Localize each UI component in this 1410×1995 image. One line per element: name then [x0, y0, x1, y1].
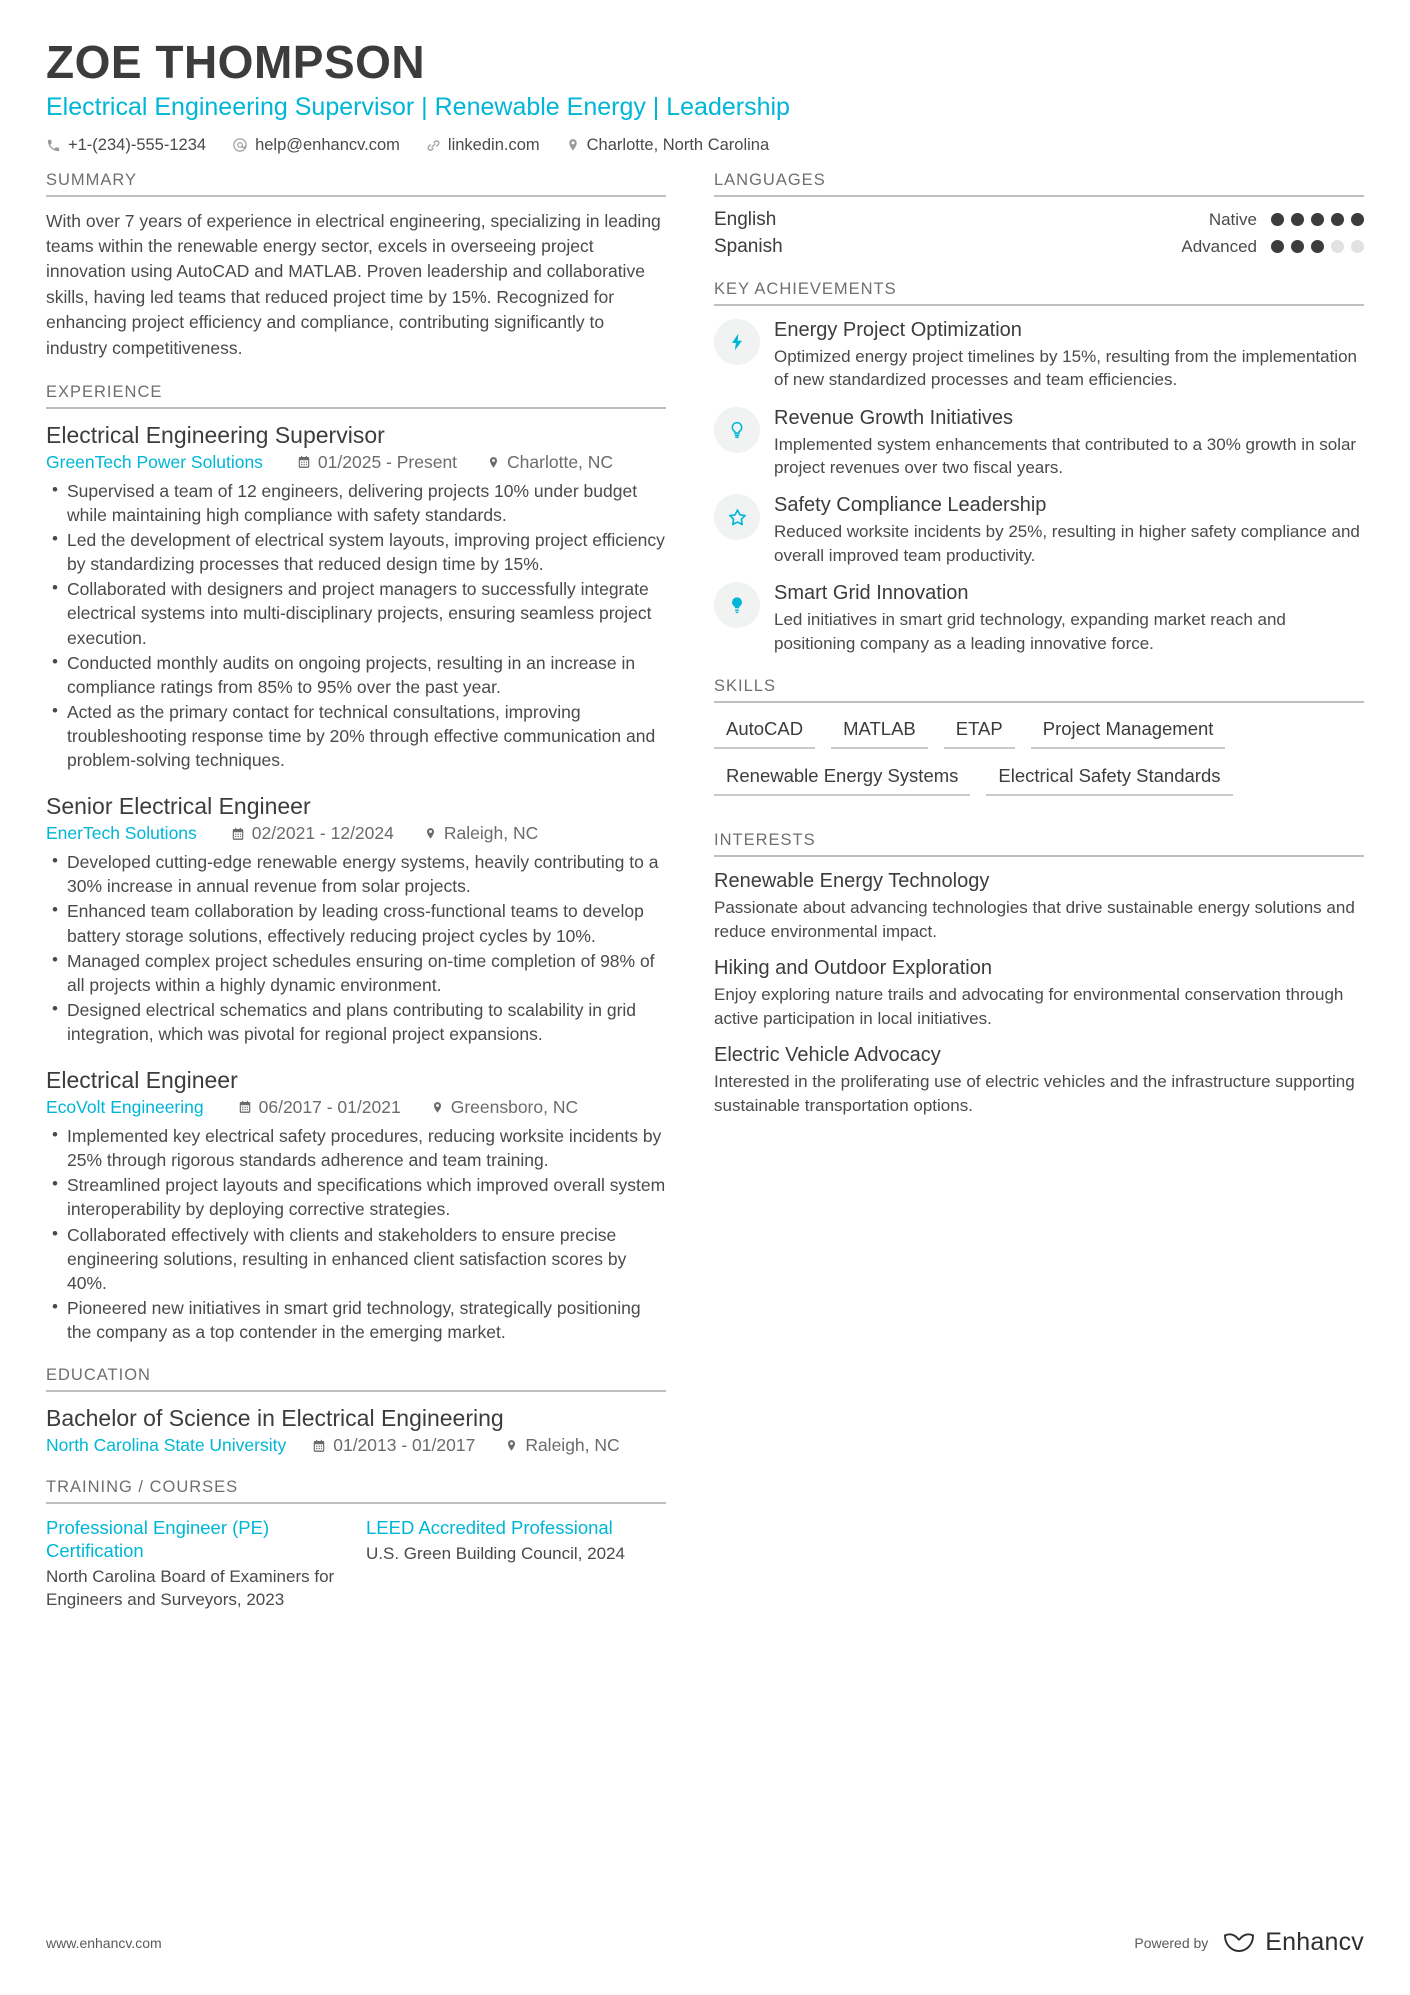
language-rating: [1181, 237, 1364, 257]
footer-brand-block: [1134, 1928, 1364, 1957]
language-name: English: [714, 208, 777, 230]
location-icon: [566, 137, 580, 153]
job-dates: [238, 1097, 401, 1118]
achievements-section-title: KEY ACHIEVEMENTS: [714, 280, 1364, 306]
job-dates: [231, 823, 394, 844]
job-dates: [297, 452, 457, 473]
interest-desc: Enjoy exploring nature trails and advocating for environmental conservation through active participation in local initiatives.: [714, 985, 1344, 1028]
candidate-name: ZOE THOMPSON: [46, 36, 426, 88]
achievement-body: [774, 318, 1364, 392]
education-school[interactable]: North Carolina State University: [46, 1435, 287, 1455]
language-dots: [1271, 213, 1364, 226]
job-bullets: [46, 850, 666, 1046]
job-meta: [46, 452, 666, 473]
rating-dot: [1291, 213, 1304, 226]
job-meta: [46, 823, 666, 844]
lightbulb-icon: [714, 407, 760, 453]
section-skills: [714, 677, 1364, 809]
education-location: [505, 1435, 619, 1456]
education-dates-text: 01/2013 - 01/2017: [333, 1435, 476, 1455]
training-grid: [46, 1516, 666, 1612]
job-bullet: • Managed complex project schedules ensuring on-time completion of 98% of all projects within a highly dynamic environment.: [67, 949, 666, 997]
achievement-body: [774, 406, 1364, 480]
achievement-body: [774, 581, 1364, 655]
enhancv-logo: [1222, 1928, 1364, 1957]
job-company[interactable]: EcoVolt Engineering: [46, 1096, 204, 1117]
training-entry: [46, 1516, 346, 1612]
location-icon: [505, 1438, 518, 1453]
job-dates-text: 01/2025 - Present: [317, 451, 458, 472]
job-role: Electrical Engineering Supervisor: [46, 421, 385, 448]
achievement-desc: Led initiatives in smart grid technology, expanding market reach and positioning company as a leading innovative force.: [774, 610, 1286, 653]
section-education: [46, 1366, 666, 1456]
calendar-icon: [312, 1439, 326, 1453]
section-experience: [46, 383, 666, 1344]
language-dots: [1271, 240, 1364, 253]
experience-entry: [46, 792, 666, 1046]
summary-text: With over 7 years of experience in electrical engineering, specializing in leading teams within the renewable energy sector, excels in overseeing project innovation using AutoCAD and MATLAB. Proven leadership and collaborative skills, having led teams that reduced project time by 15%. Recognized for enhancing project efficiency and compliance, contributing significantly to industry competitiveness.: [46, 210, 661, 358]
lightning-bolt-icon: [714, 319, 760, 365]
candidate-headline: Electrical Engineering Supervisor | Renewable Energy | Leadership: [46, 92, 790, 121]
achievement-desc: Implemented system enhancements that contributed to a 30% growth in solar project revenues over two fiscal years.: [774, 434, 1357, 478]
job-bullet: • Developed cutting-edge renewable energy systems, heavily contributing to a 30% increase in annual revenue from solar projects.: [67, 850, 666, 898]
job-location: [487, 452, 613, 473]
job-company[interactable]: GreenTech Power Solutions: [46, 451, 263, 472]
calendar-icon: [238, 1100, 252, 1114]
link-icon: [426, 138, 441, 153]
contact-location-text: Charlotte, North Carolina: [586, 135, 770, 154]
contact-link-text: linkedin.com: [447, 135, 540, 154]
job-bullet: • Pioneered new initiatives in smart grid technology, strategically positioning the company as a top contender in the emerging market.: [67, 1296, 666, 1344]
interest-title: Hiking and Outdoor Exploration: [714, 957, 992, 980]
training-entry: [366, 1516, 666, 1612]
achievement-item: [714, 406, 1364, 480]
resume-header: [46, 38, 1364, 155]
job-location-text: Raleigh, NC: [443, 823, 539, 844]
skill-tag: Project Management: [1031, 715, 1226, 749]
skills-list: [714, 715, 1364, 809]
skills-section-title: SKILLS: [714, 677, 1364, 703]
left-column: [46, 171, 666, 1634]
star-icon: [714, 494, 760, 540]
job-role: Senior Electrical Engineer: [46, 793, 311, 820]
language-rating: [1209, 210, 1364, 230]
summary-section-title: SUMMARY: [46, 171, 666, 197]
job-dates-text: 02/2021 - 12/2024: [251, 823, 394, 844]
job-bullet: • Enhanced team collaboration by leading cross-functional teams to develop battery storage solutions, effectively reducing project cycles by 10%.: [67, 899, 666, 947]
languages-section-title: LANGUAGES: [714, 171, 1364, 197]
experience-entry: [46, 421, 666, 772]
education-degree: Bachelor of Science in Electrical Engineering: [46, 1405, 504, 1432]
achievement-title: Energy Project Optimization: [774, 318, 1022, 341]
education-section-title: EDUCATION: [46, 1366, 666, 1392]
enhancv-brand-name: Enhancv: [1265, 1928, 1364, 1956]
rating-dot: [1331, 240, 1344, 253]
interest-title: Renewable Energy Technology: [714, 870, 990, 893]
section-key-achievements: [714, 280, 1364, 656]
job-location: [431, 1097, 578, 1118]
job-location-text: Greensboro, NC: [450, 1096, 579, 1117]
interest-item: [714, 1043, 1364, 1117]
job-bullet: • Conducted monthly audits on ongoing projects, resulting in an increase in compliance ratings from 85% to 95% over the past year.: [67, 651, 666, 699]
contact-location: [566, 136, 770, 155]
job-role: Electrical Engineer: [46, 1067, 238, 1094]
job-meta: [46, 1097, 666, 1118]
contact-phone-text: +1-(234)-555-1234: [68, 135, 207, 154]
job-bullets: [46, 479, 666, 773]
email-icon: [232, 137, 248, 153]
achievement-title: Smart Grid Innovation: [774, 582, 969, 605]
resume-body: [46, 171, 1364, 1634]
job-bullet: • Collaborated with designers and project managers to successfully integrate electrical systems into multi-disciplinary projects, ensuring seamless project execution.: [67, 577, 666, 649]
achievement-title: Revenue Growth Initiatives: [774, 406, 1014, 429]
lightbulb-filled-icon: [714, 582, 760, 628]
job-bullet: • Supervised a team of 12 engineers, delivering projects 10% under budget while maintaining high compliance with safety standards.: [67, 479, 666, 527]
section-summary: [46, 171, 666, 361]
page-footer: [46, 1928, 1364, 1957]
rating-dot: [1351, 240, 1364, 253]
rating-dot: [1351, 213, 1364, 226]
language-row: [714, 236, 1364, 258]
interests-section-title: INTERESTS: [714, 831, 1364, 857]
interest-title: Electric Vehicle Advocacy: [714, 1044, 941, 1067]
location-icon: [431, 1100, 444, 1115]
rating-dot: [1331, 213, 1344, 226]
skill-tag: Electrical Safety Standards: [986, 762, 1232, 796]
section-training: [46, 1478, 666, 1612]
rating-dot: [1271, 213, 1284, 226]
experience-section-title: EXPERIENCE: [46, 383, 666, 409]
location-icon: [487, 455, 500, 470]
achievement-desc: Optimized energy project timelines by 15%, resulting from the implementation of new standardized processes and team efficiencies.: [774, 346, 1357, 390]
job-bullet: • Acted as the primary contact for technical consultations, improving troubleshooting response time by 20% through effective communication and problem-solving techniques.: [67, 700, 666, 772]
achievement-desc: Reduced worksite incidents by 25%, resulting in higher safety compliance and overall improved team productivity.: [774, 522, 1360, 565]
education-dates: [312, 1435, 475, 1456]
contact-email[interactable]: [232, 136, 400, 155]
contact-link[interactable]: [426, 136, 540, 155]
job-bullet: • Implemented key electrical safety procedures, reducing worksite incidents by 25% through rigorous standards adherence and team training.: [67, 1124, 666, 1172]
rating-dot: [1311, 213, 1324, 226]
achievement-item: [714, 318, 1364, 392]
language-level: Advanced: [1181, 236, 1257, 256]
language-level: Native: [1208, 209, 1257, 229]
skill-tag: AutoCAD: [714, 715, 815, 749]
job-bullet: • Collaborated effectively with clients and stakeholders to ensure precise engineering solutions, resulting in enhanced client satisfaction scores by 40%.: [67, 1223, 666, 1295]
rating-dot: [1291, 240, 1304, 253]
training-name[interactable]: LEED Accredited Professional: [366, 1517, 613, 1538]
training-section-title: TRAINING / COURSES: [46, 1478, 666, 1504]
job-bullet: • Streamlined project layouts and specifications which improved overall system interoperability by deploying corrective strategies.: [67, 1173, 666, 1221]
section-interests: [714, 831, 1364, 1117]
education-entry: [46, 1404, 666, 1456]
footer-url[interactable]: www.enhancv.com: [46, 1934, 162, 1951]
contact-phone[interactable]: [46, 136, 206, 155]
achievement-item: [714, 581, 1364, 655]
job-location-text: Charlotte, NC: [507, 451, 614, 472]
rating-dot: [1311, 240, 1324, 253]
skill-tag: ETAP: [944, 715, 1015, 749]
interest-desc: Interested in the proliferating use of electric vehicles and the infrastructure supporting sustainable transportation options.: [714, 1072, 1355, 1115]
education-location-text: Raleigh, NC: [525, 1435, 620, 1455]
contact-row: [46, 136, 1364, 155]
job-location: [424, 823, 538, 844]
skill-tag: MATLAB: [831, 715, 928, 749]
education-meta: [46, 1435, 666, 1456]
calendar-icon: [231, 827, 245, 841]
interest-desc: Passionate about advancing technologies that drive sustainable energy solutions and reduce environmental impact.: [714, 898, 1355, 941]
contact-email-text: help@enhancv.com: [255, 135, 400, 154]
calendar-icon: [297, 455, 311, 469]
training-org: U.S. Green Building Council, 2024: [366, 1544, 625, 1564]
location-icon: [424, 826, 437, 841]
job-dates-text: 06/2017 - 01/2021: [258, 1096, 401, 1117]
job-company[interactable]: EnerTech Solutions: [46, 823, 197, 844]
skill-tag: Renewable Energy Systems: [714, 762, 970, 796]
language-name: Spanish: [714, 235, 783, 257]
interest-item: [714, 869, 1364, 943]
achievement-title: Safety Compliance Leadership: [774, 494, 1047, 517]
enhancv-mark-icon: [1222, 1930, 1256, 1956]
rating-dot: [1271, 240, 1284, 253]
section-languages: [714, 171, 1364, 258]
interest-item: [714, 956, 1364, 1030]
experience-entry: [46, 1066, 666, 1344]
job-bullet: • Designed electrical schematics and plans contributing to scalability in grid integration, which was pivotal for regional project expansions.: [67, 998, 666, 1046]
phone-icon: [46, 138, 61, 153]
training-org: North Carolina Board of Examiners for Engineers and Surveyors, 2023: [46, 1567, 335, 1610]
right-column: [714, 171, 1364, 1139]
job-bullets: [46, 1124, 666, 1344]
training-name[interactable]: Professional Engineer (PE) Certification: [46, 1517, 270, 1562]
achievement-item: [714, 493, 1364, 567]
language-row: [714, 209, 1364, 231]
job-bullet: • Led the development of electrical system layouts, improving project efficiency by standardizing processes that reduced design time by 15%.: [67, 528, 666, 576]
achievement-body: [774, 493, 1364, 567]
powered-by-label: Powered by: [1134, 1934, 1209, 1951]
